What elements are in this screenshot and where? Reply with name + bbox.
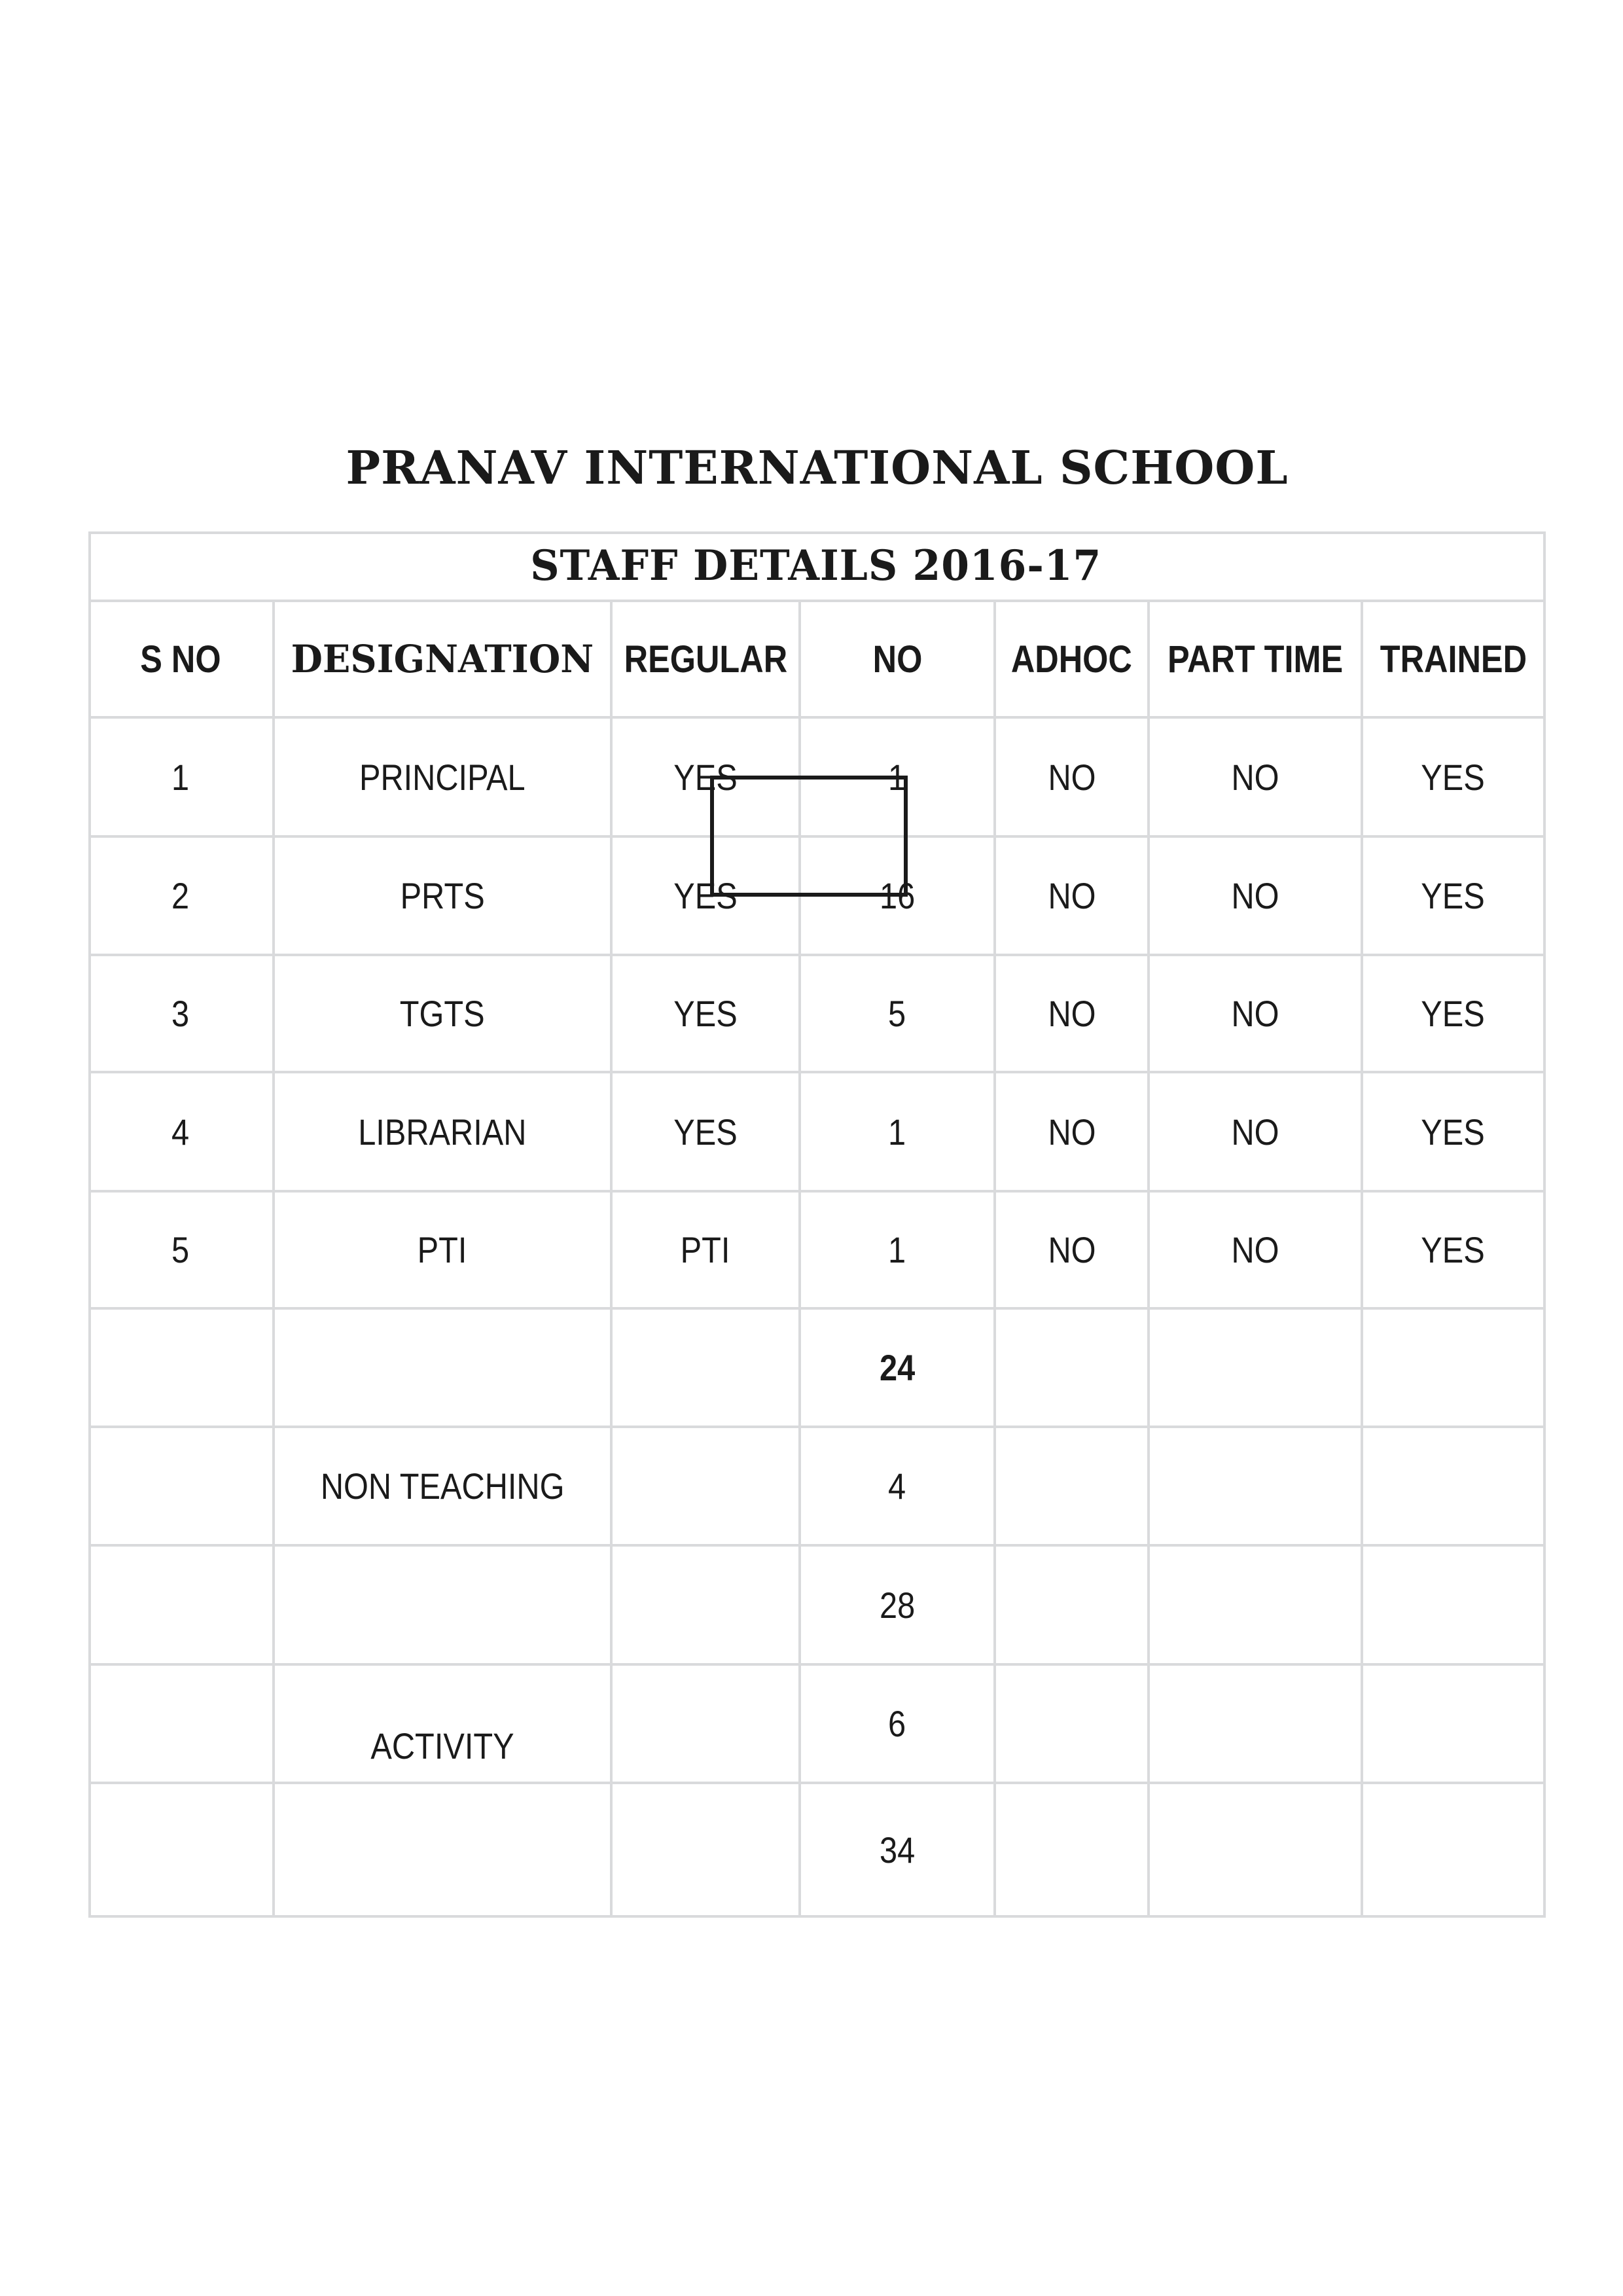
cell-r5-adhoc (996, 1193, 1150, 1310)
cell-r2-designation (275, 838, 613, 956)
column-header-trained (1363, 602, 1546, 719)
cell-r1-trained (1363, 719, 1546, 838)
cell-value: NO (1231, 1111, 1279, 1153)
column-header-label: ADHOC (1010, 637, 1133, 681)
cell-r3-designation (275, 956, 613, 1073)
cell-value: 1 (171, 756, 190, 798)
cell-r10-adhoc (996, 1784, 1150, 1918)
cell-r1-part-time (1150, 719, 1363, 838)
cell-r7-adhoc (996, 1428, 1150, 1547)
cell-value: YES (1421, 875, 1486, 916)
cell-r8-no (801, 1547, 996, 1666)
cell-r6-part-time (1150, 1310, 1363, 1428)
cell-value: PTI (418, 1229, 467, 1270)
cell-value: YES (1421, 993, 1486, 1034)
cell-r1-adhoc (996, 719, 1150, 838)
cell-value: 1 (888, 1229, 906, 1270)
cell-r3-trained (1363, 956, 1546, 1073)
cell-r5-trained (1363, 1193, 1546, 1310)
cell-value: 24 (879, 1347, 916, 1388)
cell-value: YES (673, 875, 738, 916)
cell-r10-no (801, 1784, 996, 1918)
cell-r6-trained (1363, 1310, 1546, 1428)
cell-r6-s-no (88, 1310, 275, 1428)
cell-r10-regular (613, 1784, 801, 1918)
cell-value: 4 (171, 1111, 190, 1153)
column-header-label: PART TIME (1167, 637, 1344, 681)
cell-value: PTI (681, 1229, 730, 1270)
cell-value: 3 (171, 993, 190, 1034)
cell-r2-part-time (1150, 838, 1363, 956)
cell-value: 1 (888, 756, 906, 798)
column-header-no (801, 602, 996, 719)
cell-value: PRTS (400, 875, 485, 916)
cell-r6-no (801, 1310, 996, 1428)
cell-r4-designation (275, 1073, 613, 1193)
cell-r4-no (801, 1073, 996, 1193)
cell-r4-part-time (1150, 1073, 1363, 1193)
cell-value: 5 (888, 993, 906, 1034)
cell-r8-trained (1363, 1547, 1546, 1666)
cell-r8-adhoc (996, 1547, 1150, 1666)
column-header-label: REGULAR (624, 637, 787, 681)
cell-r2-no (801, 838, 996, 956)
cell-r10-designation (275, 1784, 613, 1918)
cell-value: 2 (171, 875, 190, 916)
column-header-label: TRAINED (1380, 637, 1527, 681)
cell-value: ACTIVITY (370, 1725, 514, 1767)
cell-value: 5 (171, 1229, 190, 1270)
cell-r1-designation (275, 719, 613, 838)
column-header-part-time (1150, 602, 1363, 719)
cell-r8-designation (275, 1547, 613, 1666)
cell-value: NO (1231, 1229, 1279, 1270)
column-header-label: S NO (139, 637, 221, 681)
cell-r7-regular (613, 1428, 801, 1547)
cell-value: YES (673, 756, 738, 798)
cell-r5-designation (275, 1193, 613, 1310)
cell-value: YES (673, 993, 738, 1034)
cell-r6-adhoc (996, 1310, 1150, 1428)
cell-r7-s-no (88, 1428, 275, 1547)
page-title: PRANAV INTERNATIONAL SCHOOL (346, 440, 1289, 495)
cell-r9-regular (613, 1666, 801, 1784)
cell-r4-adhoc (996, 1073, 1150, 1193)
cell-value: YES (1421, 1229, 1486, 1270)
cell-value: YES (1421, 1111, 1486, 1153)
cell-r10-s-no (88, 1784, 275, 1918)
cell-value: NO (1231, 756, 1279, 798)
cell-value: 1 (888, 1111, 906, 1153)
cell-value: NO (1047, 1229, 1096, 1270)
cell-value: 16 (879, 875, 916, 916)
column-header-label: DESIGNATION (291, 637, 594, 681)
staff-table (88, 531, 1546, 1918)
cell-r8-regular (613, 1547, 801, 1666)
cell-r1-s-no (88, 719, 275, 838)
cell-value: NO (1047, 1111, 1096, 1153)
cell-r2-trained (1363, 838, 1546, 956)
cell-value: NO (1047, 875, 1096, 916)
cell-value: NO (1047, 756, 1096, 798)
cell-r4-regular (613, 1073, 801, 1193)
section-title-cell (88, 531, 1546, 602)
section-title: STAFF DETAILS 2016-17 (529, 541, 1102, 590)
cell-r6-designation (275, 1310, 613, 1428)
cell-r10-part-time (1150, 1784, 1363, 1918)
cell-value: PRINCIPAL (359, 756, 526, 798)
cell-r2-regular (613, 838, 801, 956)
cell-value: NO (1047, 993, 1096, 1034)
cell-r6-regular (613, 1310, 801, 1428)
cell-r3-adhoc (996, 956, 1150, 1073)
cell-value: 6 (888, 1703, 906, 1744)
cell-r2-s-no (88, 838, 275, 956)
column-header-s-no (88, 602, 275, 719)
cell-value: TGTS (400, 993, 485, 1034)
cell-r5-s-no (88, 1193, 275, 1310)
cell-value: NON TEACHING (320, 1465, 565, 1507)
cell-r5-no (801, 1193, 996, 1310)
cell-value: 4 (888, 1465, 906, 1507)
cell-r9-s-no (88, 1666, 275, 1784)
cell-value: 34 (879, 1829, 916, 1871)
cell-r4-s-no (88, 1073, 275, 1193)
cell-r7-designation (275, 1428, 613, 1547)
column-header-regular (613, 602, 801, 719)
cell-r1-no (801, 719, 996, 838)
cell-r9-adhoc (996, 1666, 1150, 1784)
cell-r3-regular (613, 956, 801, 1073)
cell-r9-part-time (1150, 1666, 1363, 1784)
cell-r2-adhoc (996, 838, 1150, 956)
cell-r8-s-no (88, 1547, 275, 1666)
cell-r3-s-no (88, 956, 275, 1073)
cell-r5-part-time (1150, 1193, 1363, 1310)
cell-r9-no (801, 1666, 996, 1784)
cell-value: NO (1231, 993, 1279, 1034)
cell-r8-part-time (1150, 1547, 1363, 1666)
cell-value: 28 (879, 1584, 916, 1626)
column-header-designation (275, 602, 613, 719)
cell-r1-regular (613, 719, 801, 838)
cell-r7-no (801, 1428, 996, 1547)
column-header-adhoc (996, 602, 1150, 719)
cell-r4-trained (1363, 1073, 1546, 1193)
cell-value: YES (673, 1111, 738, 1153)
column-header-label: NO (872, 637, 922, 681)
cell-r3-part-time (1150, 956, 1363, 1073)
cell-value: LIBRARIAN (358, 1111, 527, 1153)
cell-value: YES (1421, 756, 1486, 798)
cell-value: NO (1231, 875, 1279, 916)
cell-r9-trained (1363, 1666, 1546, 1784)
cell-r7-trained (1363, 1428, 1546, 1547)
cell-r7-part-time (1150, 1428, 1363, 1547)
cell-r5-regular (613, 1193, 801, 1310)
cell-r10-trained (1363, 1784, 1546, 1918)
cell-r9-designation (275, 1666, 613, 1784)
cell-r3-no (801, 956, 996, 1073)
